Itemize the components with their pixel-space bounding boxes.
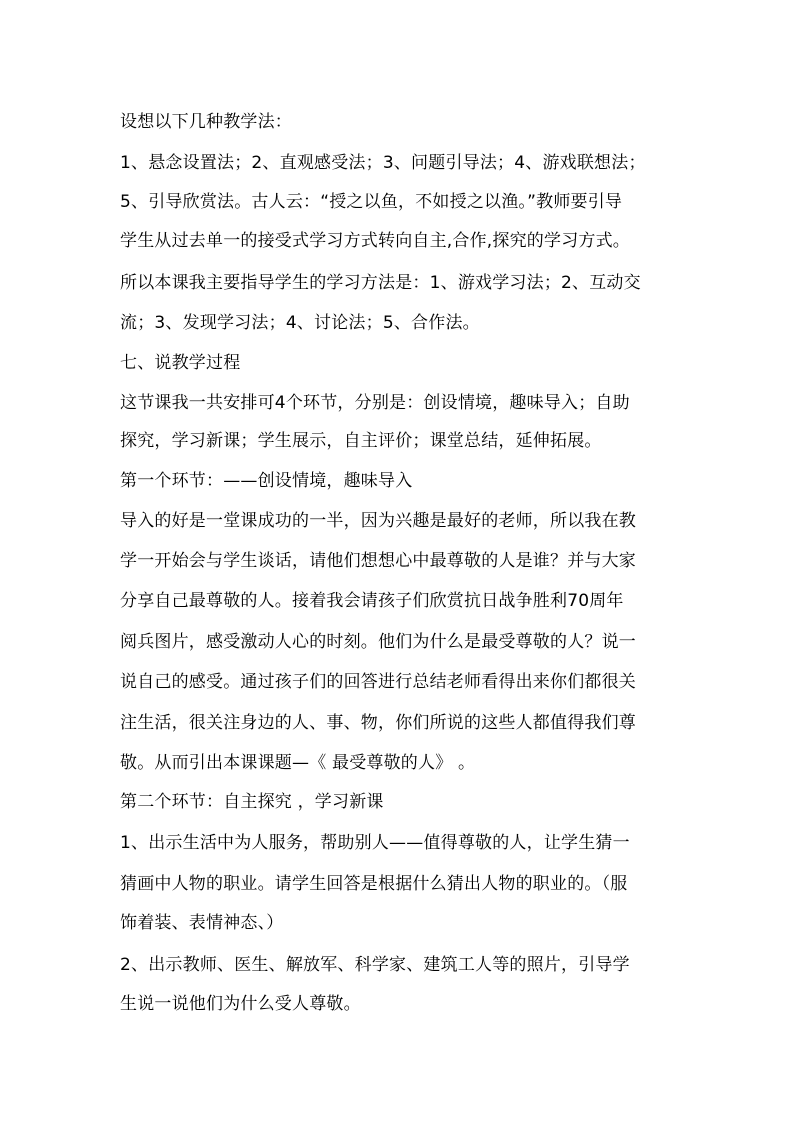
text-line: 阅兵图片，感受激动人心的时刻。他们为什么是最受尊敬的人？说一 [120,632,636,652]
text-line: 注生活，很关注身边的人、事、物，你们所说的这些人都值得我们尊 [120,713,636,733]
text-line: 学一开始会与学生谈话，请他们想想心中最尊敬的人是谁？并与大家 [120,551,636,571]
text-line: 学生从过去单一的接受式学习方式转向自主,合作,探究的学习方式。 [120,231,631,251]
text-line: 探究，学习新课；学生展示，自主评价；课堂总结，延伸拓展。 [120,431,602,451]
text-line: 生说一说他们为什么受人尊敬。 [120,994,361,1014]
text-line: 1、悬念设置法；2、直观感受法；3、问题引导法；4、游戏联想法； [120,153,646,173]
text-line: 5、引导欣赏法。古人云：“授之以鱼，不如授之以渔。”教师要引导 [120,192,623,212]
text-line: 说自己的感受。通过孩子们的回答进行总结老师看得出来你们都很关 [120,672,636,692]
text-line: 猜画中人物的职业。请学生回答是根据什么猜出人物的职业的。（服 [120,874,628,894]
text-line: 1、出示生活中为人服务，帮助别人——值得尊敬的人，让学生猜一 [120,833,630,853]
text-line: 敬。从而引出本课课题—《 最受尊敬的人》 。 [120,753,476,773]
text-line: 这节课我一共安排可4个环节，分别是：创设情境，趣味导入；自助 [120,393,630,413]
subsection-heading: 第二个环节：自主探究 ，学习新课 [120,792,384,812]
text-line: 所以本课我主要指导学生的学习方法是：1、游戏学习法；2、互动交 [120,273,641,293]
subsection-heading: 第一个环节：——创设情境，趣味导入 [120,471,413,491]
text-line: 设想以下几种教学法： [120,112,292,132]
text-line: 导入的好是一堂课成功的一半，因为兴趣是最好的老师，所以我在教 [120,511,636,531]
text-line: 分享自己最尊敬的人。接着我会请孩子们欣赏抗日战争胜利70周年 [120,591,624,611]
text-line: 饰着装、表情神态、） [120,913,284,933]
section-heading: 七、说教学过程 [120,353,241,373]
text-line: 流；3、发现学习法；4、讨论法；5、合作法。 [120,313,480,333]
text-line: 2、出示教师、医生、解放军、科学家、建筑工人等的照片，引导学 [120,955,630,975]
